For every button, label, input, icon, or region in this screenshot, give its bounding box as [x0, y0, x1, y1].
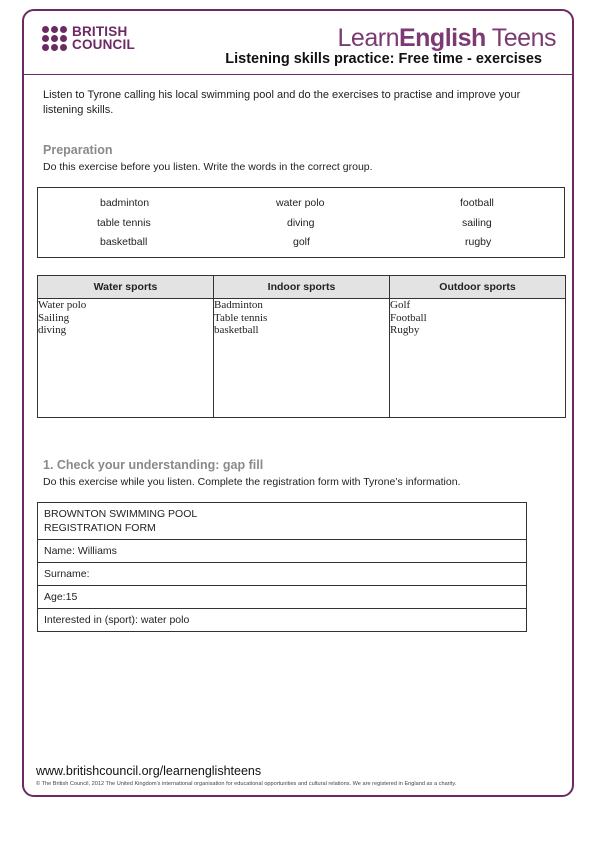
form-row-surname[interactable]: Surname: [38, 563, 527, 586]
footer-copyright: © The British Council, 2012 The United Kingdom’s international organisation for educational opportunities and cultural relations. We are registered in England as a charity. [36, 781, 457, 787]
worksheet-title: Listening skills practice: Free time - exercises [225, 51, 542, 67]
water-sports-cell[interactable] [38, 299, 214, 418]
indoor-sports-cell[interactable] [214, 299, 390, 418]
answer-line: basketball [214, 324, 259, 336]
form-row-age[interactable]: Age:15 [38, 586, 527, 609]
form-row-name[interactable]: Name: Williams [38, 540, 527, 563]
form-title-line-2: REGISTRATION FORM [44, 522, 156, 534]
answer-line: Badminton [214, 299, 263, 311]
word-bank [37, 187, 565, 258]
logo-line-1: BRITISH [72, 24, 128, 39]
word-item: diving [287, 217, 315, 229]
registration-form [37, 502, 527, 632]
intro-text: Listen to Tyrone calling his local swimming pool and do the exercises to practise and improve your listening skills. [43, 89, 521, 116]
answer-line: Football [390, 311, 427, 324]
form-row-interested-sport[interactable]: Interested in (sport): water polo [38, 609, 527, 632]
word-item: basketball [100, 236, 148, 248]
answer-line: Golf [390, 299, 411, 311]
form-title-line-1: BROWNTON SWIMMING POOL [44, 508, 198, 520]
logo-line-2: COUNCIL [72, 37, 135, 52]
preparation-instruction: Do this exercise before you listen. Write the words in the correct group. [43, 161, 373, 173]
answer-line: Water polo [38, 299, 87, 311]
word-item: golf [293, 236, 310, 248]
form-title [38, 503, 527, 540]
word-item: rugby [465, 236, 492, 248]
word-item: badminton [100, 197, 150, 209]
answer-line: Rugby [390, 324, 420, 336]
exercise-1-instruction: Do this exercise while you listen. Complete the registration form with Tyrone’s information. [43, 476, 461, 488]
answer-line: Table tennis [214, 311, 268, 324]
exercise-1-heading: 1. Check your understanding: gap fill [43, 458, 264, 472]
column-header-water-sports: Water sports [38, 276, 214, 299]
british-council-logo [42, 25, 135, 51]
column-header-indoor-sports: Indoor sports [214, 276, 390, 299]
learnenglish-teens-brand: LearnEnglish Teens [337, 24, 556, 52]
word-item: table tennis [97, 217, 151, 229]
column-header-outdoor-sports: Outdoor sports [390, 276, 566, 299]
answer-line: Sailing [38, 311, 70, 324]
preparation-heading: Preparation [43, 143, 113, 157]
answer-line: diving [38, 324, 67, 336]
sports-category-table [37, 275, 566, 418]
outdoor-sports-cell[interactable] [390, 299, 566, 418]
word-item: football [460, 197, 494, 209]
footer-url-link[interactable]: www.britishcouncil.org/learnenglishteens [36, 764, 262, 778]
word-item: sailing [462, 217, 492, 229]
logo-dots-icon [42, 26, 67, 51]
header-divider [24, 74, 572, 75]
word-item: water polo [276, 197, 325, 209]
